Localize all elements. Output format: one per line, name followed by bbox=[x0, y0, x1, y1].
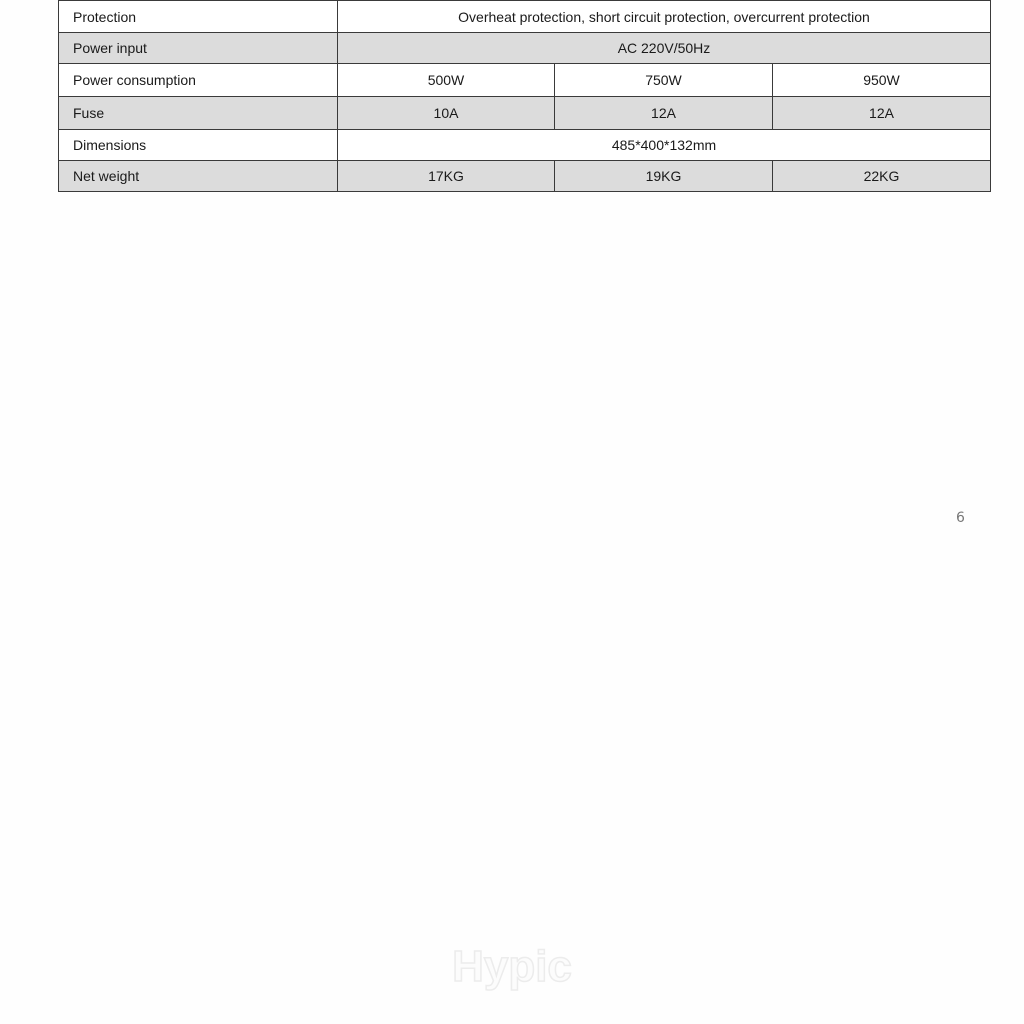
row-label: Dimensions bbox=[59, 130, 338, 161]
row-label: Net weight bbox=[59, 161, 338, 192]
page-number: 6 bbox=[956, 510, 965, 526]
table-cell: 12A bbox=[555, 97, 773, 130]
spec-table bbox=[58, 0, 991, 192]
table-row-net-weight bbox=[59, 161, 991, 192]
table-row-dimensions bbox=[59, 130, 991, 161]
table-row-protection bbox=[59, 1, 991, 33]
table-cell: Overheat protection, short circuit protection, overcurrent protection bbox=[338, 1, 991, 33]
row-label: Power consumption bbox=[59, 64, 338, 97]
table-cell: 22KG bbox=[773, 161, 991, 192]
row-label: Power input bbox=[59, 33, 338, 64]
watermark-text: Hypic bbox=[452, 942, 572, 991]
table-cell: 500W bbox=[338, 64, 555, 97]
table-cell: 10A bbox=[338, 97, 555, 130]
table-row-power-consumption bbox=[59, 64, 991, 97]
watermark-logo bbox=[441, 938, 583, 994]
row-label: Protection bbox=[59, 1, 338, 33]
table-cell: 750W bbox=[555, 64, 773, 97]
table-cell: 950W bbox=[773, 64, 991, 97]
table-row-fuse bbox=[59, 97, 991, 130]
table-row-power-input bbox=[59, 33, 991, 64]
table-cell: 485*400*132mm bbox=[338, 130, 991, 161]
table-cell: 12A bbox=[773, 97, 991, 130]
table-cell: AC 220V/50Hz bbox=[338, 33, 991, 64]
row-label: Fuse bbox=[59, 97, 338, 130]
table-cell: 17KG bbox=[338, 161, 555, 192]
table-cell: 19KG bbox=[555, 161, 773, 192]
